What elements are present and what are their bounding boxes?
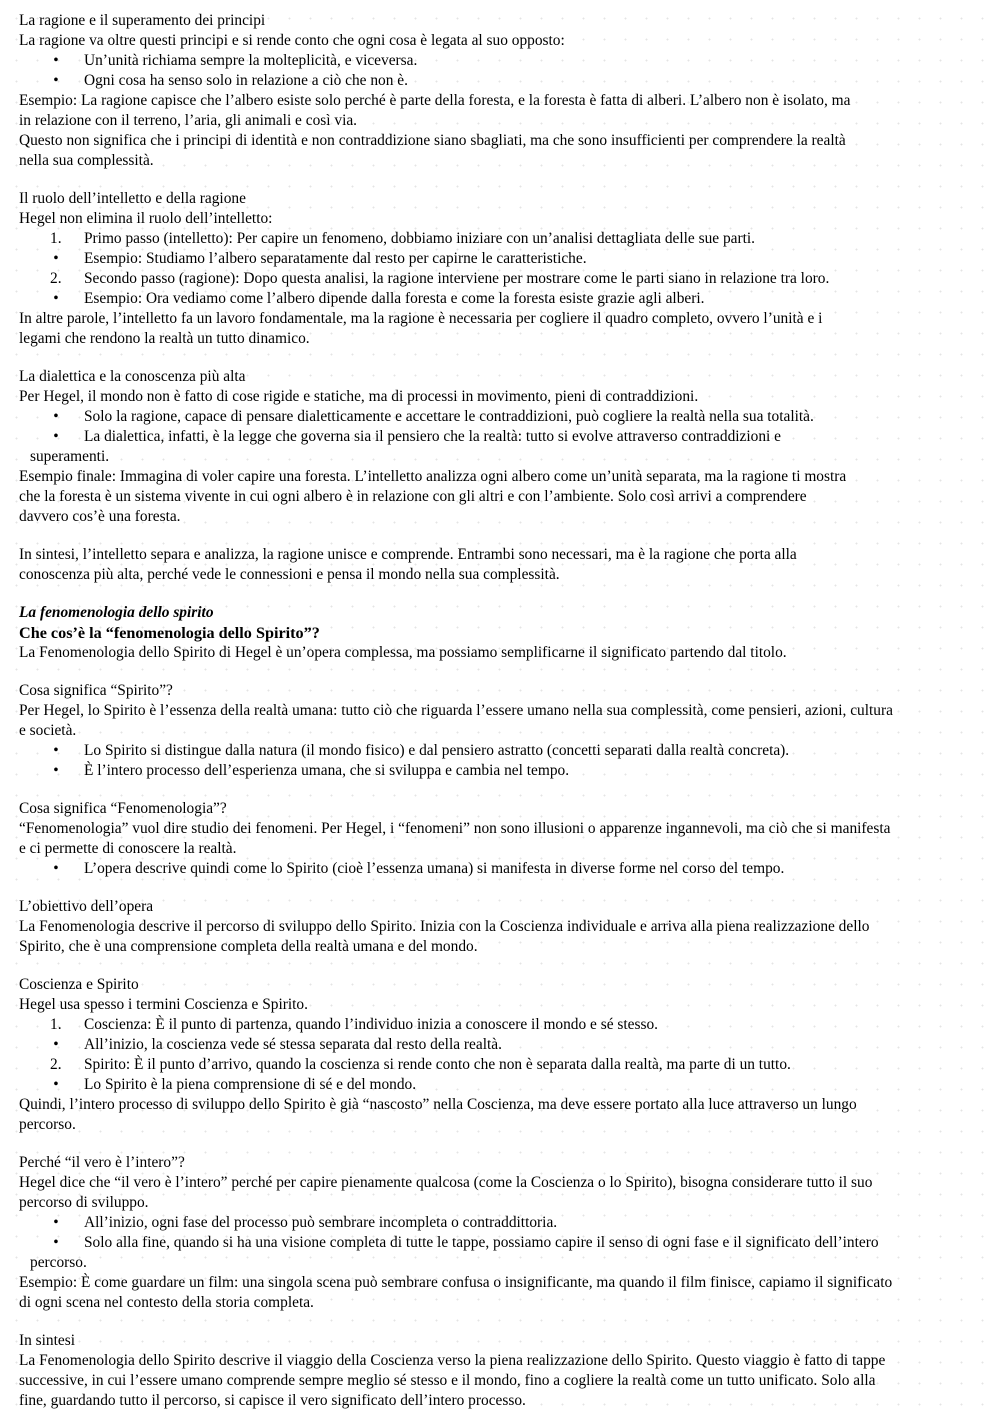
list-item-text: All’inizio, la coscienza vede sé stessa separata dal resto della realtà. [84, 1036, 502, 1053]
number-marker: 2. [50, 270, 62, 287]
list-item [19, 859, 969, 879]
section-title: Cosa significa “Fenomenologia”? [19, 800, 227, 817]
section-title: La ragione e il superamento dei principi [19, 12, 266, 29]
chapter-subheading: Che cos’è la “fenomenologia dello Spirito”? [19, 624, 320, 642]
paragraph-line: Quindi, l’intero processo di sviluppo dello Spirito è già “nascosto” nella Coscienza, ma deve essere portato alla luce attraverso un lungo [19, 1096, 857, 1113]
spacer [19, 957, 969, 975]
paragraph-line: in relazione con il terreno, l’aria, gli animali e così via. [19, 112, 358, 129]
section-title: L’obiettivo dell’opera [19, 898, 154, 915]
list-item-text: Lo Spirito si distingue dalla natura (il mondo fisico) e dal pensiero astratto (concetti separati dalla realtà concreta). [84, 742, 790, 759]
spacer [19, 527, 969, 545]
paragraph-line: Esempio: La ragione capisce che l’albero esiste solo perché è parte della foresta, e la foresta è fatta di alberi. L’albero non è isolato, ma [19, 92, 851, 109]
bullet-icon: • [53, 290, 59, 307]
list-item-text: Esempio: Ora vediamo come l’albero dipende dalla foresta e come la foresta esiste grazie agli alberi. [84, 290, 705, 307]
paragraph-line: e ci permette di conoscere la realtà. [19, 840, 237, 857]
list-item-text: Solo la ragione, capace di pensare dialetticamente e accettare le contraddizioni, può cogliere la realtà nella sua totalità. [84, 408, 814, 425]
paragraph-line: nella sua complessità. [19, 152, 154, 169]
paragraph-line: percorso di sviluppo. [19, 1194, 149, 1211]
list-item-text: All’inizio, ogni fase del processo può sembrare incompleta o contraddittoria. [84, 1214, 558, 1231]
list-item [19, 761, 969, 781]
spacer [19, 585, 969, 603]
list-item-text: Solo alla fine, quando si ha una visione completa di tutte le tappe, possiamo capire il senso di ogni fase e il significato dell’intero [84, 1234, 879, 1251]
paragraph-line: percorso. [19, 1116, 76, 1133]
number-marker: 1. [50, 230, 62, 247]
spacer [19, 1313, 969, 1331]
chapter-heading: La fenomenologia dello spirito [19, 604, 214, 621]
paragraph-line: La ragione va oltre questi principi e si rende conto che ogni cosa è legata al suo opposto: [19, 32, 565, 49]
paragraph-line: Hegel non elimina il ruolo dell’intelletto: [19, 210, 273, 227]
spacer [19, 879, 969, 897]
list-item-continuation: percorso. [30, 1254, 87, 1271]
paragraph-line: Hegel usa spesso i termini Coscienza e Spirito. [19, 996, 308, 1013]
paragraph-line: In altre parole, l’intelletto fa un lavoro fondamentale, ma la ragione è necessaria per cogliere il quadro completo, ovvero l’unità e i [19, 310, 823, 327]
section-title: Perché “il vero è l’intero”? [19, 1154, 185, 1171]
paragraph-line: “Fenomenologia” vuol dire studio dei fenomeni. Per Hegel, i “fenomeni” non sono illusioni o apparenze ingannevoli, ma ciò che si manifesta [19, 820, 891, 837]
list-item [19, 1035, 969, 1055]
spacer [19, 781, 969, 799]
list-item-text: L’opera descrive quindi come lo Spirito (cioè l’essenza umana) si manifesta in diverse forme nel corso del tempo. [84, 860, 785, 877]
paragraph-line: La Fenomenologia dello Spirito di Hegel è un’opera complessa, ma possiamo semplificarne il significato partendo dal titolo. [19, 644, 787, 661]
bullet-icon: • [53, 1076, 59, 1093]
bullet-icon: • [53, 250, 59, 267]
list-item-text: Lo Spirito è la piena comprensione di sé e del mondo. [84, 1076, 417, 1093]
list-item-text: Ogni cosa ha senso solo in relazione a ciò che non è. [84, 72, 408, 89]
list-item [19, 1233, 969, 1253]
numbered-item-text: Coscienza: È il punto di partenza, quando l’individuo inizia a conoscere il mondo e sé stesso. [84, 1016, 659, 1033]
section-title: La dialettica e la conoscenza più alta [19, 368, 246, 385]
list-item [19, 51, 969, 71]
paragraph-line: La Fenomenologia descrive il percorso di sviluppo dello Spirito. Inizia con la Coscienza individuale e arriva alla piena realizzazione dello [19, 918, 870, 935]
bullet-icon: • [53, 1036, 59, 1053]
paragraph-line: In sintesi, l’intelletto separa e analizza, la ragione unisce e comprende. Entrambi sono necessari, ma è la ragione che porta alla [19, 546, 797, 563]
paragraph-line: Questo non significa che i principi di identità e non contraddizione siano sbagliati, ma che sono insufficienti per comprendere la realtà [19, 132, 846, 149]
numbered-item-text: Primo passo (intelletto): Per capire un fenomeno, dobbiamo iniziare con un’analisi dettagliata delle sue parti. [84, 230, 755, 247]
paragraph-line: Esempio: È come guardare un film: una singola scena può sembrare confusa o insignificante, ma quando il film finisce, capiamo il significato [19, 1274, 893, 1291]
list-item [19, 1075, 969, 1095]
spacer [19, 349, 969, 367]
bullet-icon: • [53, 1234, 59, 1251]
list-item [19, 249, 969, 269]
list-item [19, 427, 969, 447]
numbered-item-text: Spirito: È il punto d’arrivo, quando la coscienza si rende conto che non è separata dalla realtà, ma parte di un tutto. [84, 1056, 791, 1073]
list-item-continuation: superamenti. [30, 448, 110, 465]
list-item-text: La dialettica, infatti, è la legge che governa sia il pensiero che la realtà: tutto si evolve attraverso contraddizioni e [84, 428, 781, 445]
list-item-text: Esempio: Studiamo l’albero separatamente dal resto per capirne le caratteristiche. [84, 250, 587, 267]
bullet-icon: • [53, 428, 59, 445]
number-marker: 2. [50, 1056, 62, 1073]
paragraph-line: successive, in cui l’essere umano comprende sempre meglio sé stesso e il mondo, fino a cogliere la realtà come un tutto unificato. Solo alla [19, 1372, 876, 1389]
numbered-item-text: Secondo passo (ragione): Dopo questa analisi, la ragione interviene per mostrare come le parti siano in relazione tra loro. [84, 270, 830, 287]
paragraph-line: La Fenomenologia dello Spirito descrive il viaggio della Coscienza verso la piena realizzazione dello Spirito. Questo viaggio è fatto di tappe [19, 1352, 886, 1369]
paragraph-line: Hegel dice che “il vero è l’intero” perché per capire pienamente qualcosa (come la Coscienza o lo Spirito), bisogna considerare tutto il suo [19, 1174, 873, 1191]
paragraph-line: conoscenza più alta, perché vede le connessioni e pensa il mondo nella sua complessità. [19, 566, 560, 583]
paragraph-line: che la foresta è un sistema vivente in cui ogni albero è in relazione con gli altri e con l’ambiente. Solo così arrivi a comprendere [19, 488, 807, 505]
section-title: Coscienza e Spirito [19, 976, 139, 993]
bullet-icon: • [53, 72, 59, 89]
paragraph-line: Per Hegel, lo Spirito è l’essenza della realtà umana: tutto ciò che riguarda l’essere umano nella sua complessità, come pensieri, azioni, cultura [19, 702, 893, 719]
bullet-icon: • [53, 762, 59, 779]
paragraph-line: legami che rendono la realtà un tutto dinamico. [19, 330, 310, 347]
numbered-item [19, 229, 969, 249]
bullet-icon: • [53, 1214, 59, 1231]
list-item-text: È l’intero processo dell’esperienza umana, che si sviluppa e cambia nel tempo. [84, 762, 570, 779]
paragraph-line: e società. [19, 722, 77, 739]
section-title: Cosa significa “Spirito”? [19, 682, 173, 699]
spacer [19, 1135, 969, 1153]
paragraph-line: Per Hegel, il mondo non è fatto di cose rigide e statiche, ma di processi in movimento, pieni di contraddizioni. [19, 388, 699, 405]
paragraph-line: Esempio finale: Immagina di voler capire una foresta. L’intelletto analizza ogni albero come un’unità separata, ma la ragione ti mostra [19, 468, 847, 485]
paragraph-line: fine, guardando tutto il percorso, si capisce il vero significato dell’intero processo. [19, 1392, 526, 1409]
paragraph-line: Spirito, che è una comprensione completa della realtà umana e del mondo. [19, 938, 478, 955]
section-title: Il ruolo dell’intelletto e della ragione [19, 190, 246, 207]
bullet-icon: • [53, 52, 59, 69]
bullet-icon: • [53, 742, 59, 759]
numbered-item [19, 269, 969, 289]
document-page [19, 11, 969, 1411]
list-item [19, 407, 969, 427]
numbered-item [19, 1055, 969, 1075]
bullet-icon: • [53, 860, 59, 877]
list-item [19, 1213, 969, 1233]
spacer [19, 171, 969, 189]
paragraph-line: davvero cos’è una foresta. [19, 508, 181, 525]
numbered-item [19, 1015, 969, 1035]
bullet-icon: • [53, 408, 59, 425]
list-item [19, 741, 969, 761]
list-item [19, 71, 969, 91]
section-title: In sintesi [19, 1332, 76, 1349]
paragraph-line: di ogni scena nel contesto della storia completa. [19, 1294, 314, 1311]
spacer [19, 663, 969, 681]
list-item-text: Un’unità richiama sempre la molteplicità, e viceversa. [84, 52, 418, 69]
number-marker: 1. [50, 1016, 62, 1033]
list-item [19, 289, 969, 309]
